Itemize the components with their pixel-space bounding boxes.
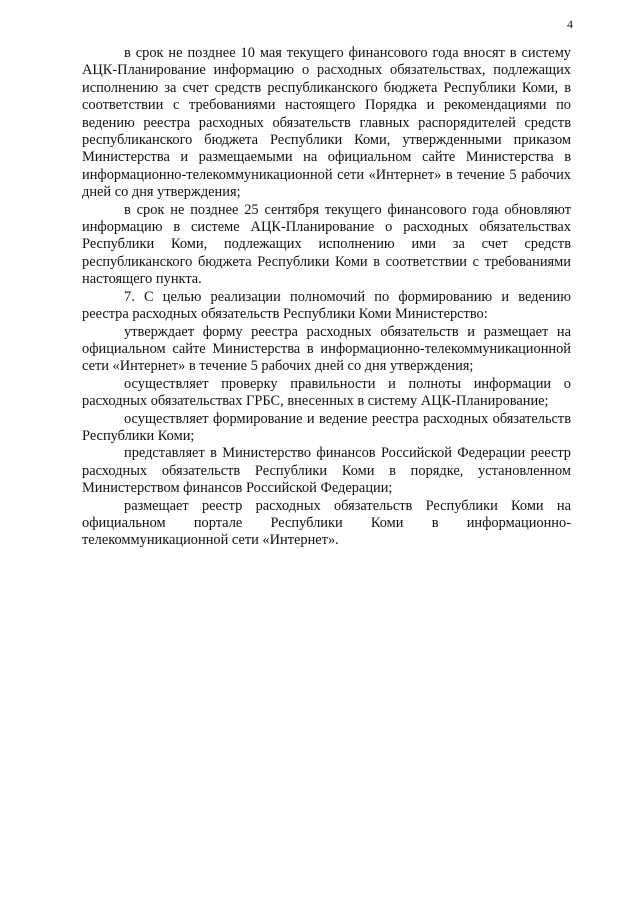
paragraph-approve-form: утверждает форму реестра расходных обязательств и размещает на официальном сайте Министерства в информационно-телекоммуникационной сети «Интернет» в течение 5 рабочих дней со дня утверждения; [82,323,571,375]
paragraph-submit-registry: представляет в Министерство финансов Российской Федерации реестр расходных обязательств Республики Коми в порядке, установленном Министерством финансов Российской Федерации; [82,445,571,497]
paragraph-publish-registry: размещает реестр расходных обязательств Республики Коми на официальном портале Республики Коми в информационно-телекоммуникационной сети «Интернет». [82,497,571,549]
paragraph-deadline-september: в срок не позднее 25 сентября текущего финансового года обновляют информацию в системе АЦК-Планирование о расходных обязательствах Республики Коми, подлежащих исполнению ими за счет средств республиканского бюджета Республики Коми в соответствии с требованиями настоящего пункта. [82,201,571,288]
document-body [82,45,571,550]
paragraph-form-registry: осуществляет формирование и ведение реестра расходных обязательств Республики Коми; [82,410,571,444]
page-number: 4 [567,17,573,31]
paragraph-verify-info: осуществляет проверку правильности и полноты информации о расходных обязательствах ГРБС, внесенных в систему АЦК-Планирование; [82,375,571,410]
paragraph-deadline-may: в срок не позднее 10 мая текущего финансового года вносят в систему АЦК-Планирование информацию о расходных обязательствах, подлежащих исполнению за счет средств республиканского бюджета Республики Коми, в соответствии с требованиями настоящего Порядка и рекомендациями по ведению реестра расходных обязательств главных распорядителей средств республиканского бюджета Республики Коми, утвержденными приказом Министерства и размещаемыми на официальном сайте Министерства в информационно-телекоммуникационной сети «Интернет» в течение 5 рабочих дней со дня утверждения; [82,45,571,201]
paragraph-item-7: 7. С целью реализации полномочий по формированию и ведению реестра расходных обязательств Республики Коми Министерство: [82,288,571,323]
